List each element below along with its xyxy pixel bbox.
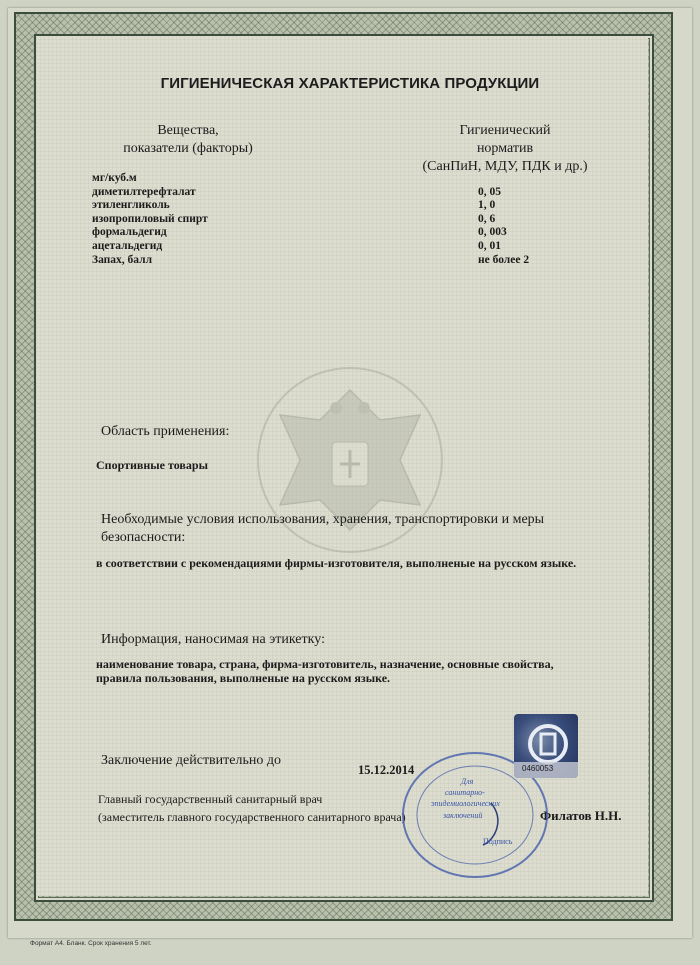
validity-date: 15.12.2014 [358, 763, 415, 777]
stamp-text: санитарно- [445, 788, 485, 797]
norm-value: 0, 003 [478, 226, 507, 239]
substances-header [98, 122, 278, 158]
norm-header-line: Гигиенический [459, 123, 551, 138]
norm-header-line: (СанПиН, МДУ, ПДК и др.) [422, 159, 588, 174]
substance-name: изопропиловый спирт [92, 212, 208, 225]
stamp-caption: Подпись [483, 837, 513, 846]
label-info-label: Информация, наносимая на этикетку: [101, 632, 325, 647]
norm-value [478, 172, 529, 186]
scope-value: Спортивные товары [96, 458, 208, 472]
stamp-text: заключений [443, 811, 483, 820]
norm-value: 0, 01 [478, 239, 501, 252]
norm-value: 1, 0 [478, 199, 496, 212]
signer-name: Филатов Н.Н. [540, 808, 622, 823]
substance-name: Запах, балл [92, 253, 153, 266]
substance-name: формальдегид [92, 226, 167, 239]
norm-value: не более 2 [478, 253, 530, 266]
hologram-sticker [514, 714, 578, 778]
substance-name: диметилтерефталат [92, 185, 196, 198]
substances-header-line: Вещества, [157, 123, 219, 138]
coat-of-arms-watermark-icon [250, 360, 450, 560]
substance-name: мг/куб.м [92, 172, 137, 184]
substances-header-line: показатели (факторы) [123, 141, 253, 156]
conditions-label: Необходимые условия использования, хранения, транспортировки и меры [101, 512, 545, 527]
substances-list [92, 172, 208, 267]
substance-name: этиленгликоль [92, 199, 170, 212]
conditions-label-cont: безопасности: [101, 530, 186, 545]
scope-label: Область применения: [101, 424, 230, 439]
substance-name: ацетальдегид [92, 239, 163, 252]
norm-value: 0, 05 [478, 185, 501, 198]
form-footer-note: Формат А4. Бланк. Срок хранения 5 лет. [30, 940, 152, 947]
signer-title: Главный государственный санитарный врач [98, 792, 323, 806]
norm-header-line: норматив [476, 141, 534, 156]
signer-title-cont: (заместитель главного государственного санитарного врача) [98, 810, 406, 824]
document-title: ГИГИЕНИЧЕСКАЯ ХАРАКТЕРИСТИКА ПРОДУКЦИИ [160, 75, 540, 92]
label-info-value-cont: правила пользования, выполненые на русском языке. [96, 671, 391, 685]
conditions-value: в соответствии с рекомендациями фирмы-изготовителя, выполненые на русском языке. [96, 556, 577, 570]
norm-values-list [478, 172, 529, 267]
label-info-value: наименование товара, страна, фирма-изготовитель, назначение, основные свойства, [96, 657, 554, 671]
validity-label: Заключение действительно до [101, 753, 281, 768]
hologram-number: 0460053 [522, 764, 554, 773]
stamp-text: эпидемиологических [431, 799, 500, 808]
norm-header [400, 122, 610, 176]
norm-value: 0, 6 [478, 212, 496, 225]
stamp-text: Для [461, 777, 474, 786]
